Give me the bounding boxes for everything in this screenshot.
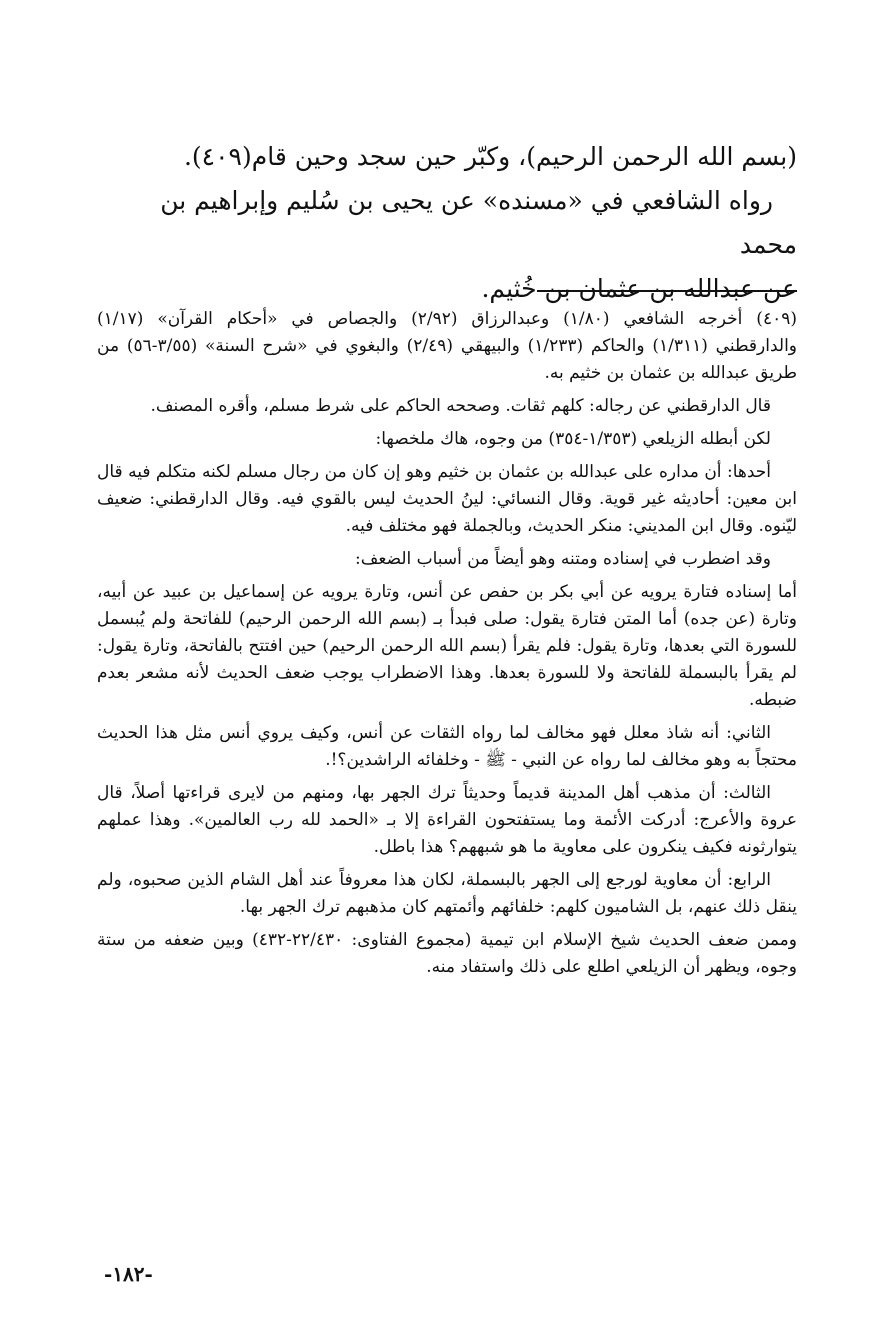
footnote-paragraph: (٤٠٩) أخرجه الشافعي (١/٨٠) وعبدالرزاق (٢/٩٢) والجصاص في «أحكام القرآن» (١/١٧) والدارقطني (١/٣١١) والحاكم (١/٢٣٣) والبيهقي (٢/٤٩) والبغوي في «شرح السنة» (٣/٥٥-٥٦) من طريق عبدالله بن عثمان بن خثيم به. (97, 309, 797, 383)
page-number: -١٨٢- (104, 1262, 153, 1286)
footnote-paragraph: الثاني: أنه شاذ معلل فهو مخالف لما رواه الثقات عن أنس، وكيف يروي أنس مثل هذا الحديث محتجاً به وهو مخالف لما رواه عن النبي - ﷺ - وخلفائه الراشدين؟!. (97, 723, 797, 770)
footnote-paragraph: لكن أبطله الزيلعي (١/٣٥٣-٣٥٤) من وجوه، هاك ملخصها: (375, 429, 771, 449)
footnote-paragraph: الرابع: أن معاوية لورجع إلى الجهر بالبسملة، لكان هذا معروفاً عند أهل الشام الذين صحبوه، ولم ينقل ذلك عنهم، بل الشاميون كلهم: خلفائهم وأئمتهم كان مذهبهم ترك الجهر بها. (97, 870, 797, 917)
footnote-paragraph: قال الدارقطني عن رجاله: كلهم ثقات. وصححه الحاكم على شرط مسلم، وأقره المصنف. (150, 396, 771, 416)
main-text (97, 135, 797, 311)
main-text-line: (بسم الله الرحمن الرحيم)، وكبّر حين سجد وحين قام(٤٠٩). (183, 142, 797, 171)
footnote-separator (537, 290, 797, 292)
footnote-paragraph: الثالث: أن مذهب أهل المدينة قديماً وحديثاً ترك الجهر بها، ومنهم من لايرى قراءتها أصلاً، قال عروة والأعرج: أدركت الأئمة وما يستفتحون القراءة إلا بـ «الحمد لله رب العالمين». وهذا عملهم يتوارثونه فكيف ينكرون على معاوية ما هو شبههم؟ هذا باطل. (97, 783, 797, 857)
footnotes (97, 306, 797, 987)
footnote-paragraph: وممن ضعف الحديث شيخ الإسلام ابن تيمية (مجموع الفتاوى: ٢٢/٤٣٠-٤٣٢) وبين ضعفه من ستة وجوه، ويظهر أن الزيلعي اطلع على ذلك واستفاد منه. (97, 930, 797, 977)
main-text-line: عن عبدالله بن عثمان بن خُثيم. (481, 274, 797, 303)
footnote-paragraph: أما إسناده فتارة يرويه عن أبي بكر بن حفص عن أنس، وتارة يرويه عن إسماعيل بن عبيد عن أبيه، وتارة (عن جده) أما المتن فتارة يقول: صلى فبدأ بـ (بسم الله الرحمن الرحيم) للفاتحة ولم يُبسمل للسورة التي بعدها، وتارة يقول: فلم يقرأ (بسم الله الرحمن الرحيم) حين افتتح بالفاتحة، وتارة يقول: لم يقرأ بالبسملة للفاتحة ولا للسورة بعدها. وهذا الاضطراب يوجب ضعف الحديث لأنه مشعر بعدم ضبطه. (97, 582, 798, 710)
footnote-paragraph: وقد اضطرب في إسناده ومتنه وهو أيضاً من أسباب الضعف: (355, 549, 771, 569)
footnote-paragraph: أحدها: أن مداره على عبدالله بن عثمان بن خثيم وهو إن كان من رجال مسلم لكنه متكلم فيه قال ابن معين: أحاديثه غير قوية. وقال النسائي: لينُ الحديث ليس بالقوي فيه. وقال الدارقطني: ضعيف ليّنوه. وقال ابن المديني: منكر الحديث، وبالجملة فهو مختلف فيه. (97, 462, 797, 536)
main-text-line: رواه الشافعي في «مسنده» عن يحيى بن سُليم وإبراهيم بن محمد (160, 186, 797, 259)
